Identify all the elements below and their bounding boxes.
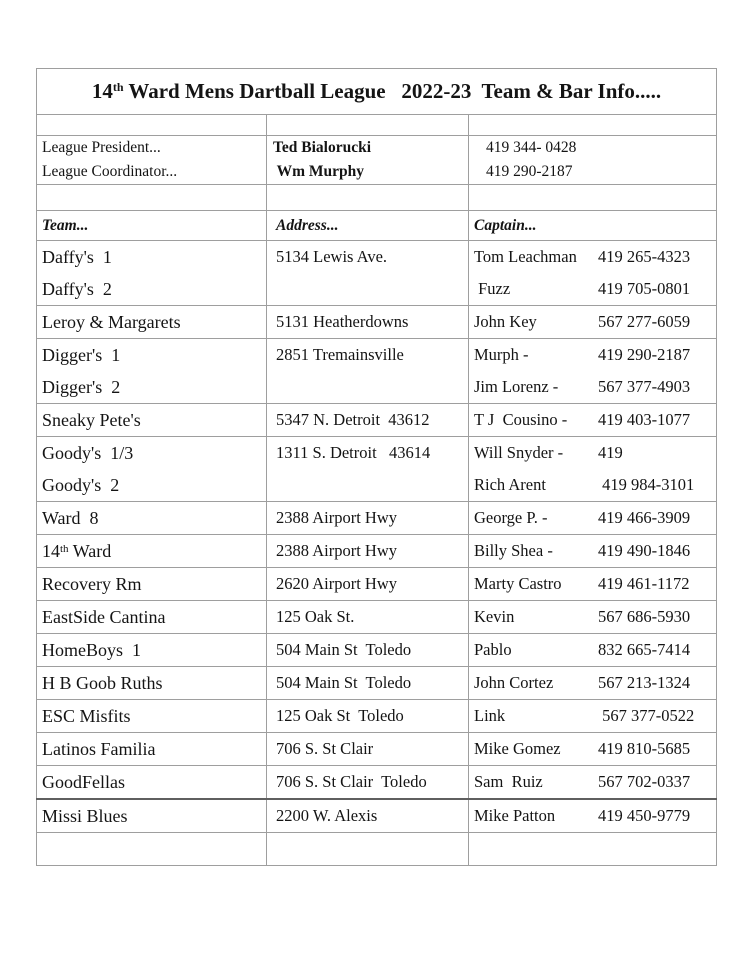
team-cell: Goody's 2 [37, 469, 267, 502]
captain-cell [469, 306, 717, 339]
address-cell: 2851 Tremainsville [267, 339, 469, 404]
table-row [37, 799, 717, 833]
captain-phone: 419 490-1846 [598, 541, 691, 560]
table-row [37, 733, 717, 766]
spacer-cell [469, 185, 717, 211]
table-row [37, 306, 717, 339]
captain-phone: 419 984-3101 [598, 475, 695, 494]
captain-cell [469, 469, 717, 502]
header-row [37, 211, 717, 241]
team-cell: H B Goob Ruths [37, 667, 267, 700]
officer-role: League Coordinator... [37, 160, 267, 185]
captain-name: Will Snyder - [474, 443, 564, 462]
captain-phone: 419 810-5685 [598, 739, 691, 758]
captain-cell [469, 667, 717, 700]
title-number: 14 [91, 79, 113, 103]
address-column-header: Address... [267, 211, 469, 241]
team-cell: Ward 8 [37, 502, 267, 535]
captain-cell [469, 601, 717, 634]
captain-phone: 832 665-7414 [598, 640, 691, 659]
team-cell: Latinos Familia [37, 733, 267, 766]
team-cell: Goody's 1/3 [37, 437, 267, 470]
title-superscript: th [112, 80, 124, 94]
spacer-cell [37, 185, 267, 211]
captain-name: George P. - [474, 508, 548, 527]
captain-phone: 419 265-4323 [598, 247, 691, 266]
table-row [37, 634, 717, 667]
captain-name: Link [474, 706, 506, 725]
address-cell: 2200 W. Alexis [267, 799, 469, 833]
captain-name: Pablo [474, 640, 512, 659]
address-cell [267, 833, 469, 866]
document-page [36, 68, 716, 866]
spacer-cell [267, 185, 469, 211]
dartball-info-table [36, 68, 717, 866]
captain-name: Mike Patton [474, 806, 556, 825]
captain-cell [469, 799, 717, 833]
captain-name: Billy Shea - [474, 541, 553, 560]
address-cell: 2620 Airport Hwy [267, 568, 469, 601]
address-cell: 1311 S. Detroit 43614 [267, 437, 469, 502]
spacer-row [37, 185, 717, 211]
address-cell: 5131 Heatherdowns [267, 306, 469, 339]
captain-name: Mike Gomez [474, 739, 561, 758]
table-row [37, 601, 717, 634]
captain-name: John Key [474, 312, 537, 331]
team-cell [37, 535, 267, 568]
table-row [37, 502, 717, 535]
captain-cell [469, 339, 717, 372]
title-row [37, 69, 717, 115]
captain-name: Tom Leachman [474, 247, 577, 266]
address-cell: 125 Oak St Toledo [267, 700, 469, 733]
captain-phone: 419 290-2187 [598, 345, 691, 364]
officer-name: Ted Bialorucki [267, 136, 469, 161]
table-row [37, 667, 717, 700]
table-row [37, 535, 717, 568]
team-cell: Daffy's 2 [37, 273, 267, 306]
captain-cell [469, 535, 717, 568]
officer-row [37, 160, 717, 185]
captain-column-header: Captain... [469, 211, 717, 241]
captain-phone: 419 705-0801 [598, 279, 691, 298]
team-name-superscript: th [60, 542, 69, 555]
team-cell: EastSide Cantina [37, 601, 267, 634]
team-cell: Recovery Rm [37, 568, 267, 601]
officer-phone: 419 290-2187 [469, 160, 717, 185]
table-row [37, 568, 717, 601]
address-cell: 5134 Lewis Ave. [267, 241, 469, 306]
captain-cell [469, 634, 717, 667]
captain-name: Kevin [474, 607, 515, 626]
captain-name: Rich Arent [474, 475, 546, 494]
team-column-header: Team... [37, 211, 267, 241]
captain-phone: 567 213-1324 [598, 673, 691, 692]
address-cell: 706 S. St Clair Toledo [267, 766, 469, 800]
officer-role: League President... [37, 136, 267, 161]
address-cell: 504 Main St Toledo [267, 667, 469, 700]
captain-name: Murph - [474, 345, 529, 364]
team-cell: Missi Blues [37, 799, 267, 833]
captain-cell [469, 502, 717, 535]
spacer-cell [469, 115, 717, 136]
captain-cell [469, 733, 717, 766]
table-row [37, 700, 717, 733]
captain-phone: 567 686-5930 [598, 607, 691, 626]
spacer-row [37, 115, 717, 136]
team-name-number: 14 [42, 540, 60, 561]
captain-cell [469, 833, 717, 866]
page-title [37, 69, 717, 115]
captain-cell [469, 371, 717, 404]
officer-name: Wm Murphy [267, 160, 469, 185]
officer-phone: 419 344- 0428 [469, 136, 717, 161]
address-cell: 706 S. St Clair [267, 733, 469, 766]
captain-phone: 419 450-9779 [598, 806, 691, 825]
spacer-cell [267, 115, 469, 136]
captain-cell [469, 404, 717, 437]
table-row [37, 437, 717, 470]
table-row [37, 241, 717, 274]
officer-row [37, 136, 717, 161]
table-row [37, 833, 717, 866]
captain-name: Marty Castro [474, 574, 562, 593]
title-text: Ward Mens Dartball League 2022-23 Team & Bar Info..... [123, 79, 662, 103]
team-cell: HomeBoys 1 [37, 634, 267, 667]
captain-phone: 419 461-1172 [598, 574, 690, 593]
captain-cell [469, 241, 717, 274]
captain-cell [469, 437, 717, 470]
address-cell: 2388 Airport Hwy [267, 502, 469, 535]
captain-name: Fuzz [474, 279, 511, 298]
captain-cell [469, 568, 717, 601]
table-row [37, 339, 717, 372]
address-cell: 125 Oak St. [267, 601, 469, 634]
captain-phone: 567 377-4903 [598, 377, 691, 396]
table-row [37, 766, 717, 800]
captain-phone: 567 377-0522 [598, 706, 695, 725]
team-cell: Daffy's 1 [37, 241, 267, 274]
captain-name: T J Cousino - [474, 410, 568, 429]
team-cell: ESC Misfits [37, 700, 267, 733]
captain-phone: 419 466-3909 [598, 508, 691, 527]
address-cell: 5347 N. Detroit 43612 [267, 404, 469, 437]
captain-cell [469, 700, 717, 733]
captain-phone: 567 277-6059 [598, 312, 691, 331]
team-cell: Sneaky Pete's [37, 404, 267, 437]
team-cell: Digger's 2 [37, 371, 267, 404]
captain-name: Sam Ruiz [474, 772, 543, 791]
captain-phone: 419 403-1077 [598, 410, 691, 429]
captain-cell [469, 273, 717, 306]
spacer-cell [37, 115, 267, 136]
address-cell: 504 Main St Toledo [267, 634, 469, 667]
table-row [37, 404, 717, 437]
captain-name: John Cortez [474, 673, 554, 692]
captain-phone: 567 702-0337 [598, 772, 691, 791]
team-cell: Leroy & Margarets [37, 306, 267, 339]
captain-name: Jim Lorenz - [474, 377, 559, 396]
captain-cell [469, 766, 717, 800]
team-cell: GoodFellas [37, 766, 267, 800]
team-cell [37, 833, 267, 866]
address-cell: 2388 Airport Hwy [267, 535, 469, 568]
team-cell: Digger's 1 [37, 339, 267, 372]
team-name-text: Ward [68, 540, 112, 561]
captain-phone: 419 [598, 443, 623, 462]
